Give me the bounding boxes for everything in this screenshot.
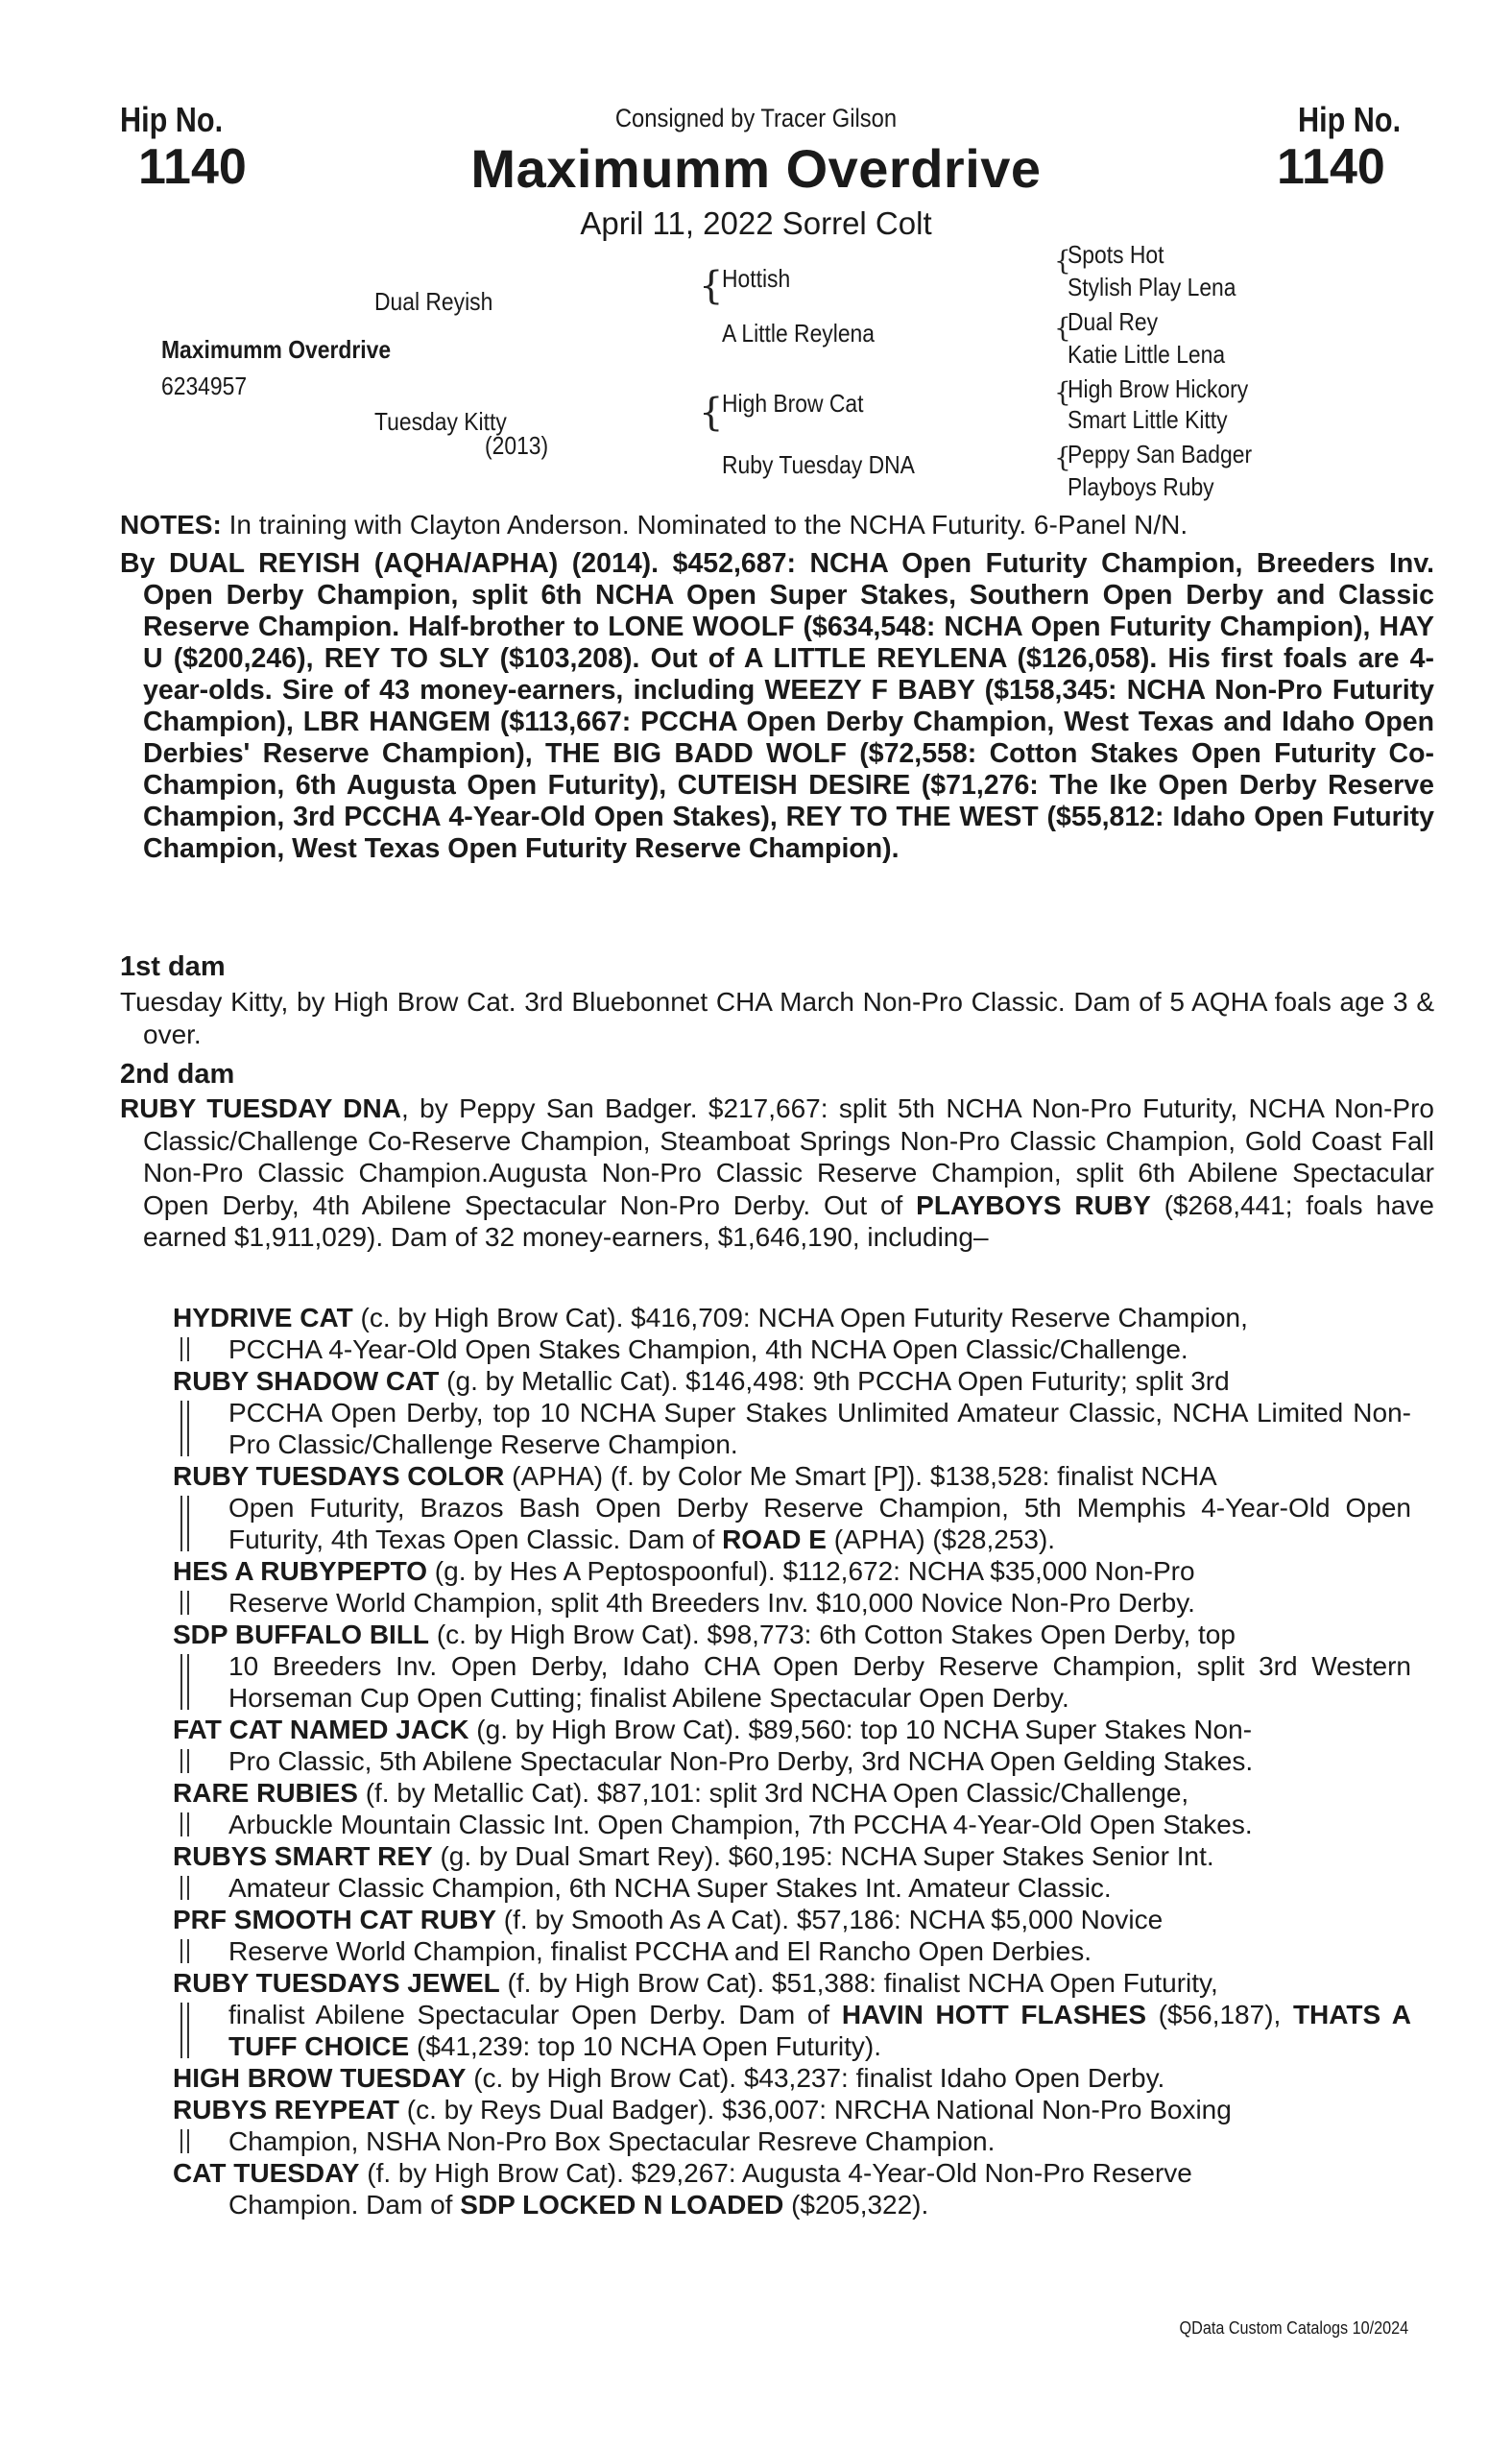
brace-g3-3: {: [1054, 376, 1071, 408]
brace-sire-side: {: [699, 264, 724, 308]
produce-item: [173, 1714, 1411, 1777]
brace-dam-side: {: [699, 391, 724, 435]
produce-name: FAT CAT NAMED JACK: [173, 1715, 469, 1744]
produce-item: [173, 1555, 1411, 1619]
produce-rest: 10 Breeders Inv. Open Derby, Idaho CHA Open Derby Reserve Champion, split 3rd Western Horseman Cup Open Cutting; finalist Abilene Spectacular Open Derby.: [173, 1650, 1411, 1714]
horse-name-title: Maximumm Overdrive: [470, 138, 1042, 199]
produce-item: [173, 1904, 1411, 1967]
footer-credit: QData Custom Catalogs 10/2024: [1179, 2318, 1408, 2338]
produce-first-line: (f. by High Brow Cat). $29,267: Augusta 4-Year-Old Non-Pro Reserve: [359, 2158, 1192, 2188]
produce-name: RARE RUBIES: [173, 1778, 358, 1808]
produce-item: [173, 1967, 1411, 2062]
produce-name: RUBY TUESDAYS JEWEL: [173, 1968, 500, 1998]
pedigree-sire-dam: A Little Reylena: [722, 319, 875, 348]
produce-item: [173, 1840, 1411, 1904]
pedigree-dam-year: (2013): [485, 431, 549, 460]
produce-item: [173, 2062, 1411, 2094]
hip-label-right: Hip No.: [1298, 100, 1402, 139]
produce-first-line: (c. by Reys Dual Badger). $36,007: NRCHA National Non-Pro Boxing: [398, 2095, 1232, 2124]
second-dam-name: RUBY TUESDAY DNA: [120, 1093, 401, 1123]
hip-number-left: 1140: [138, 139, 247, 195]
pedigree-sire: Dual Reyish: [374, 287, 493, 316]
produce-rest: PCCHA 4-Year-Old Open Stakes Champion, 4th NCHA Open Classic/Challenge.: [173, 1333, 1411, 1365]
produce-first-line: (g. by Metallic Cat). $146,498: 9th PCCHA Open Futurity; split 3rd: [439, 1366, 1230, 1396]
produce-item: [173, 2157, 1411, 2220]
pedigree-g3-7: Peppy San Badger: [1068, 440, 1253, 468]
produce-rest: PCCHA Open Derby, top 10 NCHA Super Stakes Unlimited Amateur Classic, NCHA Limited Non-Pro Classic/Challenge Reserve Champion.: [173, 1397, 1411, 1460]
pedigree-dam-dam: Ruby Tuesday DNA: [722, 450, 915, 479]
hip-label-left: Hip No.: [120, 100, 224, 139]
produce-rest: Reserve World Champion, finalist PCCHA and El Rancho Open Derbies.: [173, 1935, 1411, 1967]
second-dam-text-b: ($268,441; foals have earned $1,911,029). Dam of 32 money-earners, $1,646,190, including–: [143, 1189, 1435, 1252]
produce-item: [173, 1777, 1411, 1840]
pedigree-g3-4: Katie Little Lena: [1068, 340, 1226, 369]
brace-g3-1: {: [1054, 245, 1071, 276]
pedigree-sire-sire: Hottish: [722, 264, 791, 293]
produce-offspring-name: ROAD E: [722, 1524, 827, 1554]
produce-rest-end: ($205,322).: [783, 2190, 929, 2220]
produce-offspring-name: SDP LOCKED N LOADED: [460, 2190, 784, 2220]
pedigree-g3-6: Smart Little Kitty: [1068, 405, 1228, 434]
produce-rest: Pro Classic, 5th Abilene Spectacular Non-Pro Derby, 3rd NCHA Open Gelding Stakes.: [173, 1745, 1411, 1777]
produce-rest: Arbuckle Mountain Classic Int. Open Champion, 7th PCCHA 4-Year-Old Open Stakes.: [173, 1809, 1411, 1840]
produce-name: HES A RUBYPEPTO: [173, 1556, 428, 1586]
produce-name: SDP BUFFALO BILL: [173, 1620, 430, 1649]
produce-item: [173, 1365, 1411, 1460]
produce-rest: Amateur Classic Champion, 6th NCHA Super Stakes Int. Amateur Classic.: [173, 1872, 1411, 1904]
second-dam-heading: 2nd dam: [120, 1059, 235, 1090]
notes-text: In training with Clayton Anderson. Nominated to the NCHA Futurity. 6-Panel N/N.: [228, 510, 1188, 540]
produce-rest-text: Champion. Dam of: [228, 2190, 461, 2220]
produce-first-line: (APHA) (f. by Color Me Smart [P]). $138,528: finalist NCHA: [504, 1461, 1217, 1491]
produce-rest-end: ($56,187),: [1146, 2000, 1293, 2029]
produce-rest: Champion, NSHA Non-Pro Box Spectacular Resreve Champion.: [173, 2125, 1411, 2157]
produce-first-line: (f. by Smooth As A Cat). $57,186: NCHA $5,000 Novice: [496, 1905, 1164, 1934]
second-dam-text: [120, 1092, 1434, 1254]
produce-first-line: (g. by High Brow Cat). $89,560: top 10 NCHA Super Stakes Non-: [468, 1715, 1253, 1744]
first-dam-heading: 1st dam: [120, 951, 226, 982]
produce-rest: Reserve World Champion, split 4th Breeders Inv. $10,000 Novice Non-Pro Derby.: [173, 1587, 1411, 1619]
produce-name: PRF SMOOTH CAT RUBY: [173, 1905, 497, 1934]
produce-first-line: (g. by Dual Smart Rey). $60,195: NCHA Super Stakes Senior Int.: [432, 1841, 1214, 1871]
pedigree-subject-name: Maximumm Overdrive: [161, 335, 392, 364]
produce-name: HIGH BROW TUESDAY: [173, 2063, 467, 2093]
produce-rest-end: (APHA) ($28,253).: [826, 1524, 1056, 1554]
second-dam-dam-name: PLAYBOYS RUBY: [916, 1189, 1151, 1220]
notes: [120, 509, 1411, 541]
produce-name: CAT TUESDAY: [173, 2158, 360, 2188]
sire-paragraph: By DUAL REYISH (AQHA/APHA) (2014). $452,687: NCHA Open Futurity Champion, Breeders Inv. Open Derby Champion, split 6th NCHA Open Super Stakes, Southern Open Derby and Classic Reserve Champion. Half-brother to LONE WOOLF ($634,548: NCHA Open Futurity Champion), HAY U ($200,246), REY TO SLY ($103,208). Out of A LITTLE REYLENA ($126,058). His first foals are 4-year-olds. Sire of 43 money-earners, including WEEZY F BABY ($158,345: NCHA Non-Pro Futurity Champion), LBR HANGEM ($113,667: PCCHA Open Derby Champion, West Texas and Idaho Open Derbies' Reserve Champion), THE BIG BADD WOLF ($72,558: Cotton Stakes Open Futurity Co-Champion, 6th Augusta Open Futurity), CUTEISH DESIRE ($71,276: The Ike Open Derby Reserve Champion, 3rd PCCHA 4-Year-Old Open Stakes), REY TO THE WEST ($55,812: Idaho Open Futurity Champion, West Texas Open Futurity Reserve Champion).: [120, 548, 1434, 864]
hip-number-right: 1140: [1277, 139, 1385, 195]
brace-g3-2: {: [1054, 312, 1071, 344]
consigned-by: Consigned by Tracer Gilson: [614, 104, 898, 132]
produce-first-line: (c. by High Brow Cat). $98,773: 6th Cotton Stakes Open Derby, top: [429, 1620, 1236, 1649]
brace-g3-4: {: [1054, 442, 1071, 473]
produce-first-line: (g. by Hes A Peptospoonful). $112,672: NCHA $35,000 Non-Pro: [427, 1556, 1195, 1586]
produce-name: HYDRIVE CAT: [173, 1303, 353, 1332]
produce-list: [173, 1302, 1411, 2220]
produce-item: [173, 1619, 1411, 1714]
second-dam-text-a: , by Peppy San Badger. $217,667: split 5th NCHA Non-Pro Futurity, NCHA Non-Pro Classic/Challenge Co-Reserve Champion, Steamboat Springs Non-Pro Classic Champion, Gold Coast Fall Non-Pro Classic Champion.Augusta Non-Pro Classic Reserve Champion, split 6th Abilene Spectacular Open Derby, 4th Abilene Spectacular Non-Pro Derby. Out of: [143, 1093, 1434, 1220]
produce-item: [173, 1302, 1411, 1365]
produce-rest-end-2: ($41,239: top 10 NCHA Open Futurity).: [409, 2031, 882, 2061]
produce-offspring-name: HAVIN HOTT FLASHES: [841, 2000, 1147, 2029]
pedigree-dam: Tuesday Kitty: [374, 407, 507, 436]
pedigree-g3-3: Dual Rey: [1068, 307, 1159, 336]
produce-item: [173, 1460, 1411, 1555]
produce-name: RUBY SHADOW CAT: [173, 1366, 440, 1396]
produce-item: [173, 2094, 1411, 2157]
pedigree-g3-8: Playboys Ruby: [1068, 472, 1214, 501]
pedigree-g3-5: High Brow Hickory: [1068, 374, 1249, 403]
produce-rest: [173, 1999, 1411, 2062]
produce-name: RUBYS REYPEAT: [173, 2095, 399, 2124]
pedigree-g3-2: Stylish Play Lena: [1068, 273, 1236, 301]
produce-rest-text: Open Futurity, Brazos Bash Open Derby Reserve Champion, 5th Memphis 4-Year-Old Open Futurity, 4th Texas Open Classic. Dam of: [228, 1493, 1411, 1554]
produce-offspring-name-2: THATS A TUFF CHOICE: [228, 2000, 1411, 2061]
produce-rest: [173, 1492, 1411, 1555]
produce-name: RUBYS SMART REY: [173, 1841, 433, 1871]
produce-first-line: (c. by High Brow Cat). $416,709: NCHA Open Futurity Reserve Champion,: [352, 1303, 1248, 1332]
produce-name: RUBY TUESDAYS COLOR: [173, 1461, 505, 1491]
foaling-info: April 11, 2022 Sorrel Colt: [580, 205, 932, 241]
produce-first-line: (c. by High Brow Cat). $43,237: finalist Idaho Open Derby.: [466, 2063, 1165, 2093]
pedigree-registration: 6234957: [161, 372, 248, 400]
first-dam-text: Tuesday Kitty, by High Brow Cat. 3rd Bluebonnet CHA March Non-Pro Classic. Dam of 5 AQHA foals age 3 & over.: [120, 987, 1434, 1049]
pedigree-dam-sire: High Brow Cat: [722, 389, 864, 418]
notes-label: NOTES:: [120, 510, 222, 540]
produce-first-line: (f. by Metallic Cat). $87,101: split 3rd NCHA Open Classic/Challenge,: [357, 1778, 1189, 1808]
produce-rest: [173, 2189, 1411, 2220]
produce-rest-text: finalist Abilene Spectacular Open Derby. Dam of: [228, 2000, 842, 2029]
pedigree-g3-1: Spots Hot: [1068, 240, 1164, 269]
produce-first-line: (f. by High Brow Cat). $51,388: finalist NCHA Open Futurity,: [499, 1968, 1218, 1998]
